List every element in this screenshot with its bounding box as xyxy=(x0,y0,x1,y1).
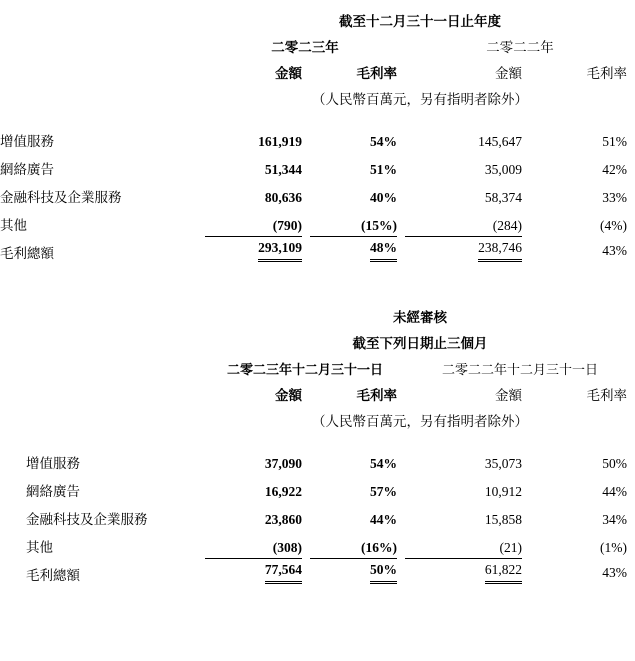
table-row xyxy=(0,122,635,150)
table2-total-margin-2-value: 43% xyxy=(602,565,627,580)
table1-row-2-amount-1: 80,636 xyxy=(264,190,302,205)
table2-total-margin-2 xyxy=(530,556,635,584)
table1-row-0-margin-2: 51% xyxy=(602,134,627,149)
table-row xyxy=(0,178,635,206)
table2-gap-1 xyxy=(0,430,635,444)
table1-row-1-margin-1: 51% xyxy=(370,162,397,177)
table2-row-3-amount-2: (21) xyxy=(499,540,522,555)
table1-total-margin-1-value: 48% xyxy=(370,240,397,262)
table2-row-0-label: 增值服務 xyxy=(26,456,80,471)
table2-row-0-amount-2: 35,073 xyxy=(484,456,522,471)
table1-row-2-margin-2: 33% xyxy=(602,190,627,205)
table-row xyxy=(0,206,635,234)
table1-row-1-label: 網絡廣告 xyxy=(0,162,54,177)
table1-year-header-1: 二零二三年 xyxy=(271,40,339,55)
table2-row-2-amount-1: 23,860 xyxy=(264,512,302,527)
table1-total-row xyxy=(0,234,635,262)
table2-row-1-amount-1: 16,922 xyxy=(264,484,302,499)
table1-year-spacer xyxy=(0,30,205,56)
table2-column-header-row xyxy=(0,378,635,404)
table2-total-margin-1-value: 50% xyxy=(370,562,397,584)
table1-year-header-row xyxy=(0,30,635,56)
table1-row-0-amount-1: 161,919 xyxy=(258,134,302,149)
table2-row-3-label: 其他 xyxy=(26,540,53,555)
table1-col-header-margin-1: 毛利率 xyxy=(356,66,397,81)
table-row xyxy=(0,472,635,500)
table2-row-2-margin-1: 44% xyxy=(370,512,397,527)
table1-total-margin-1 xyxy=(310,234,405,262)
table2-unit-note-row xyxy=(0,404,635,430)
section-spacer xyxy=(0,262,635,292)
table1-total-label: 毛利總額 xyxy=(0,246,54,261)
table2-total-label: 毛利總額 xyxy=(26,568,80,583)
table1-title-spacer xyxy=(0,0,205,30)
table2-row-0-amount-1: 37,090 xyxy=(264,456,302,471)
table1-total-amount-1 xyxy=(205,234,310,262)
table2-audit-spacer xyxy=(0,296,205,326)
table2-total-amount-2-value: 61,822 xyxy=(485,562,522,584)
table2-title-spacer xyxy=(0,326,205,352)
table1-col-header-margin-2: 毛利率 xyxy=(586,66,627,81)
table1-col-header-amount-1: 金額 xyxy=(275,66,302,81)
table1-row-0-amount-2: 145,647 xyxy=(478,134,522,149)
table1-row-1-amount-1: 51,344 xyxy=(264,162,302,177)
table1-gap-1 xyxy=(0,108,635,122)
table2-row-3-margin-2: (1%) xyxy=(600,540,627,555)
table1-col-header-amount-2: 金額 xyxy=(495,66,522,81)
table1-total-margin-2-value: 43% xyxy=(602,243,627,258)
table2-total-amount-1-value: 77,564 xyxy=(265,562,302,584)
table-row xyxy=(0,444,635,472)
table-row xyxy=(0,500,635,528)
table1-row-2-margin-1: 40% xyxy=(370,190,397,205)
table2-unit-note: （人民幣百萬元，另有指明者除外） xyxy=(312,414,528,429)
table1-row-3-amount-1: (790) xyxy=(272,218,302,233)
table1-row-2-amount-2: 58,374 xyxy=(484,190,522,205)
table2-title-row xyxy=(0,326,635,352)
table1-total-amount-2-value: 238,746 xyxy=(478,240,522,262)
quarterly-gross-profit-table xyxy=(0,296,635,584)
table2-row-2-amount-2: 15,858 xyxy=(484,512,522,527)
table1-total-margin-2 xyxy=(530,234,635,262)
table1-unit-note: （人民幣百萬元，另有指明者除外） xyxy=(312,92,528,107)
table1-row-1-margin-2: 42% xyxy=(602,162,627,177)
table2-year-header-1: 二零二三年十二月三十一日 xyxy=(226,362,383,377)
table1-row-0-margin-1: 54% xyxy=(370,134,397,149)
table2-col-header-amount-1: 金額 xyxy=(275,388,302,403)
table1-row-3-margin-2: (4%) xyxy=(600,218,627,233)
table2-row-1-amount-2: 10,912 xyxy=(484,484,522,499)
table1-row-3-amount-2: (284) xyxy=(492,218,522,233)
table2-row-1-margin-2: 44% xyxy=(602,484,627,499)
table2-total-amount-2 xyxy=(405,556,530,584)
table1-unit-note-row xyxy=(0,82,635,108)
table2-audit-note-row xyxy=(0,296,635,326)
table2-total-amount-1 xyxy=(205,556,310,584)
table1-title-row xyxy=(0,0,635,30)
table2-colhead-spacer xyxy=(0,378,205,404)
table2-row-0-margin-1: 54% xyxy=(370,456,397,471)
table1-unit-spacer xyxy=(0,82,205,108)
table2-row-1-label: 網絡廣告 xyxy=(26,484,80,499)
table2-year-spacer xyxy=(0,352,205,378)
table1-year-header-2: 二零二二年 xyxy=(486,40,554,55)
table1-total-amount-1-value: 293,109 xyxy=(258,240,302,262)
table2-row-1-margin-1: 57% xyxy=(370,484,397,499)
table1-row-0-label: 增值服務 xyxy=(0,134,54,149)
table2-row-3-amount-1: (308) xyxy=(272,540,302,555)
table1-row-3-margin-1: (15%) xyxy=(361,218,397,233)
annual-gross-profit-table xyxy=(0,0,635,262)
table2-year-header-row xyxy=(0,352,635,378)
table2-audit-note: 未經審核 xyxy=(393,310,447,325)
table1-row-2-label: 金融科技及企業服務 xyxy=(0,190,122,205)
table2-col-header-margin-2: 毛利率 xyxy=(586,388,627,403)
table1-column-header-row xyxy=(0,56,635,82)
table1-colhead-spacer xyxy=(0,56,205,82)
table2-row-2-label: 金融科技及企業服務 xyxy=(26,512,148,527)
table1-total-amount-2 xyxy=(405,234,530,262)
table2-total-row xyxy=(0,556,635,584)
table1-row-1-amount-2: 35,009 xyxy=(484,162,522,177)
table2-title: 截至下列日期止三個月 xyxy=(352,336,488,351)
table2-col-header-margin-1: 毛利率 xyxy=(356,388,397,403)
table1-row-3-label: 其他 xyxy=(0,218,27,233)
table2-unit-spacer xyxy=(0,404,205,430)
table2-year-header-2: 二零二二年十二月三十一日 xyxy=(441,362,598,377)
table2-row-3-margin-1: (16%) xyxy=(361,540,397,555)
table2-row-2-margin-2: 34% xyxy=(602,512,627,527)
table-row xyxy=(0,528,635,556)
table2-row-0-margin-2: 50% xyxy=(602,456,627,471)
table2-total-margin-1 xyxy=(310,556,405,584)
table-row xyxy=(0,150,635,178)
table2-col-header-amount-2: 金額 xyxy=(495,388,522,403)
table1-title: 截至十二月三十一日止年度 xyxy=(339,14,501,29)
